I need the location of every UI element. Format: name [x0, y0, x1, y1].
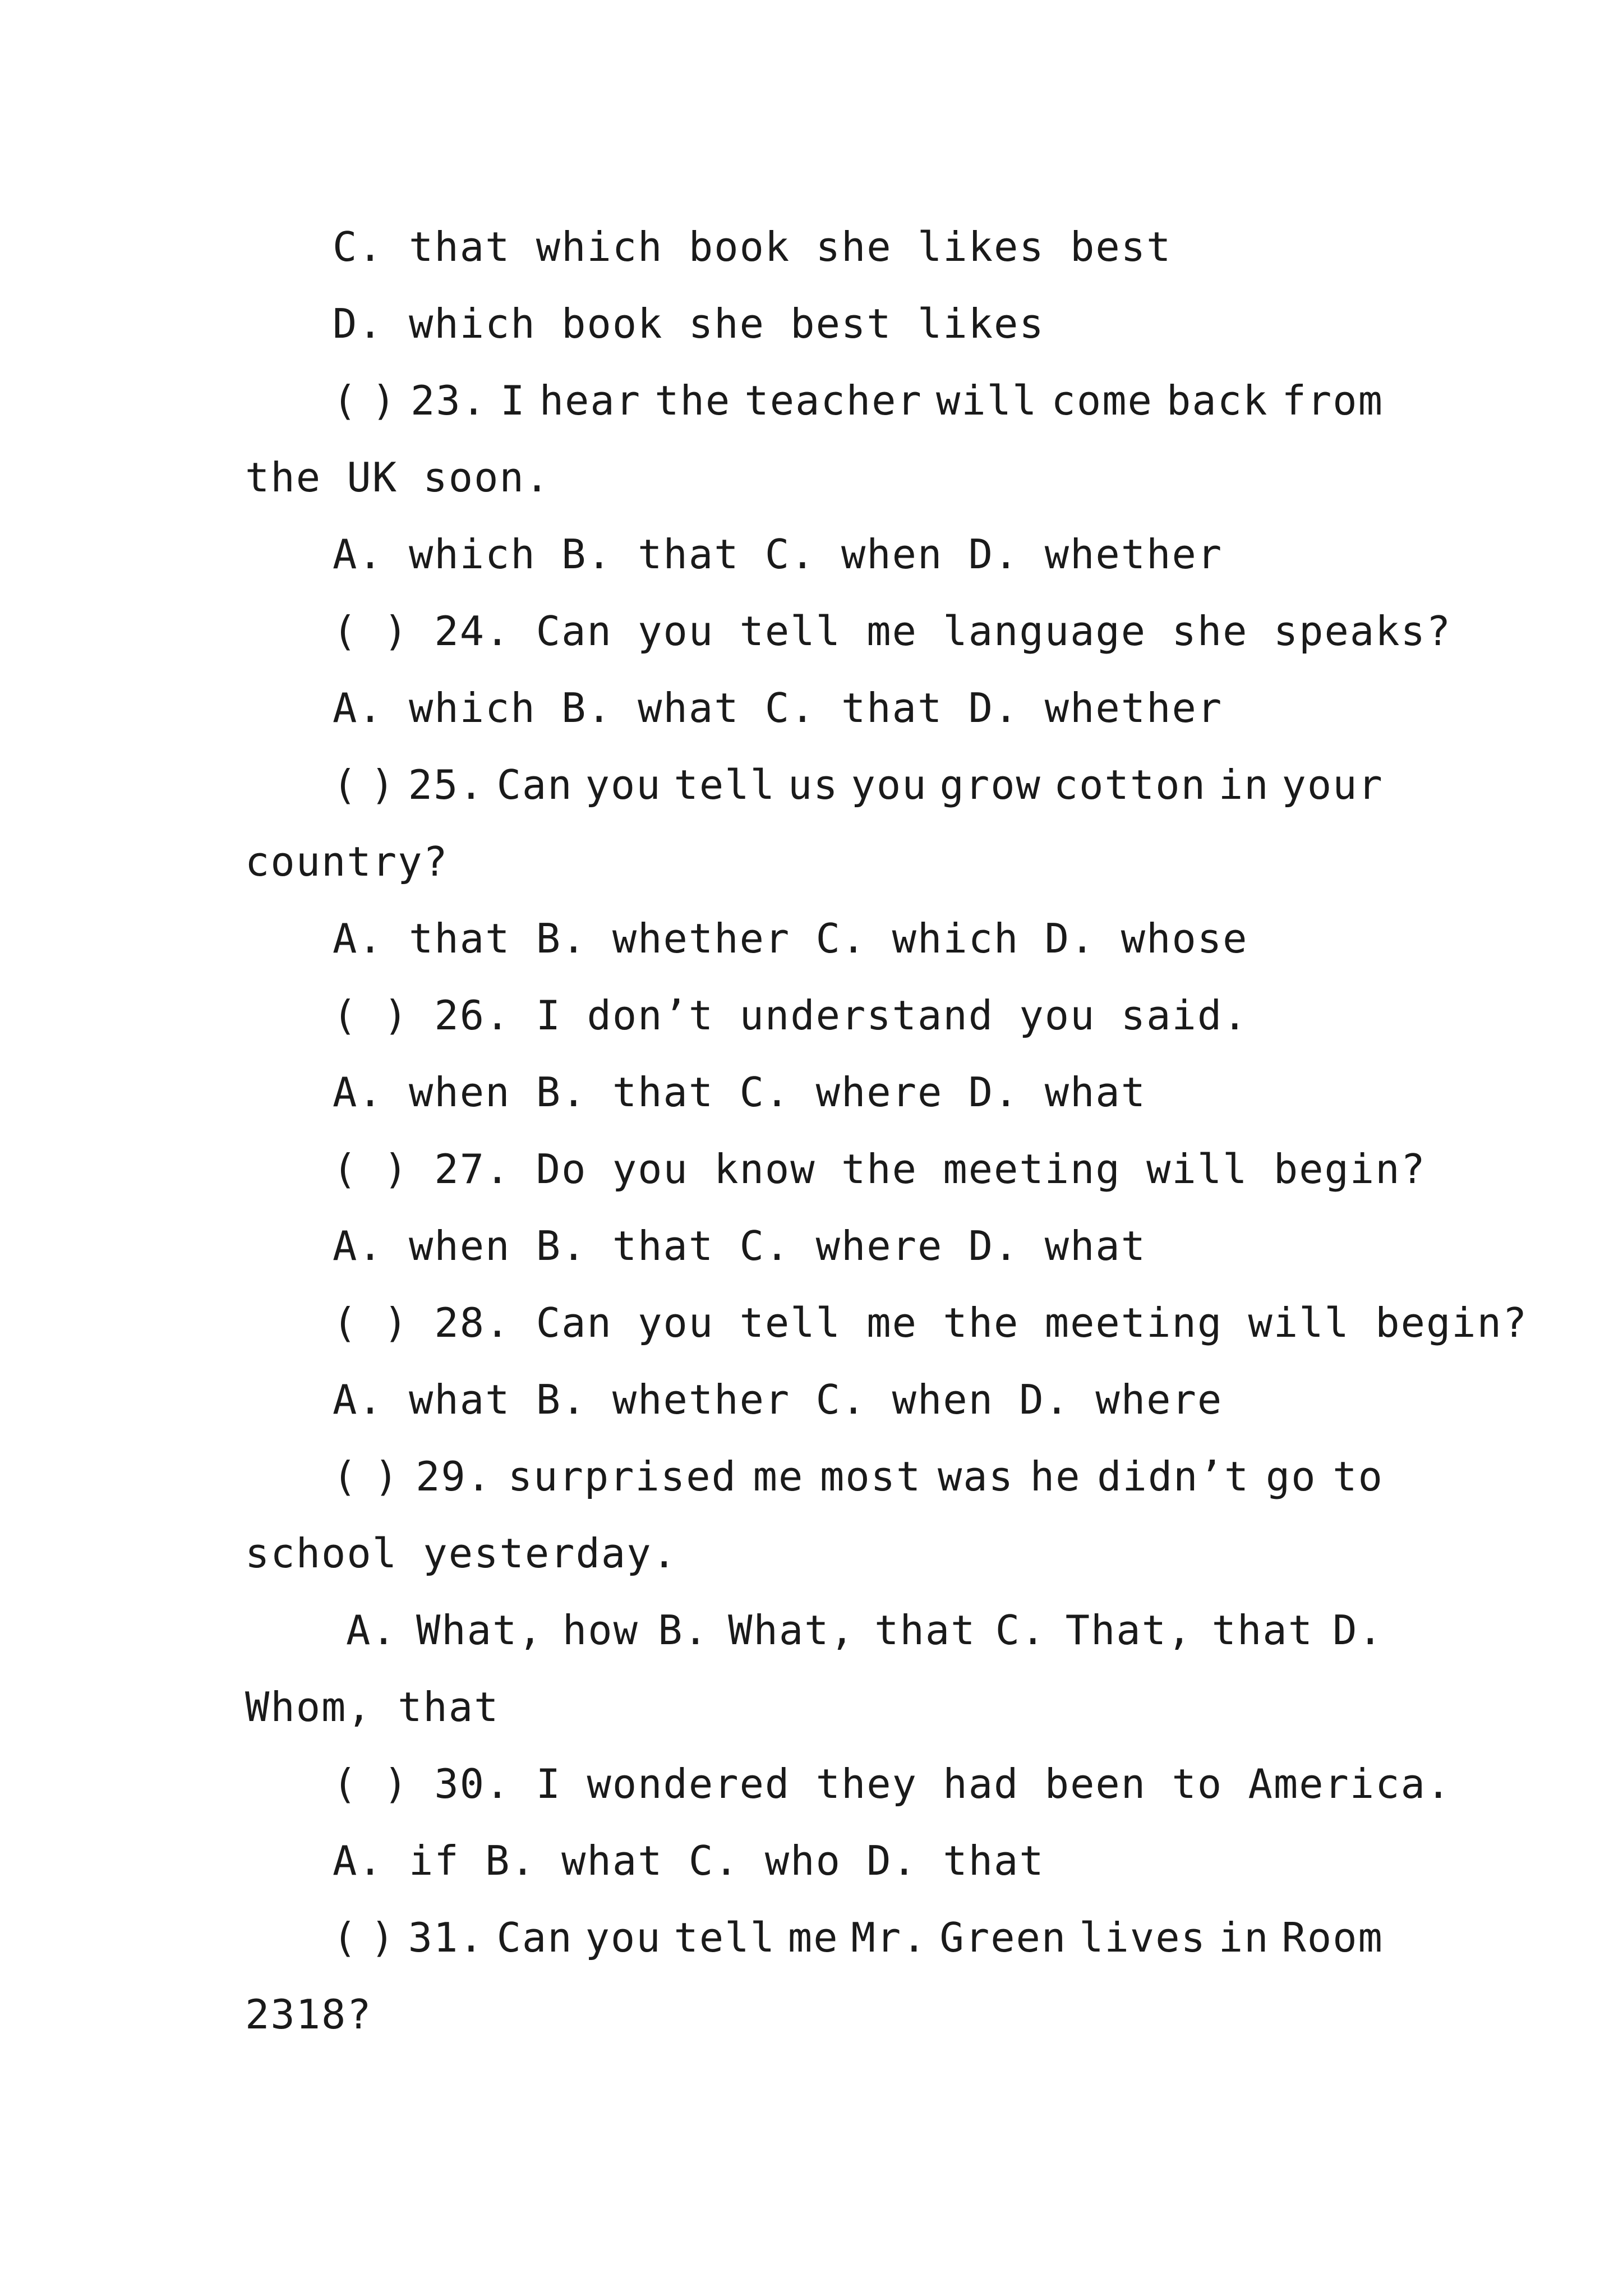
text-line: ( ) 26. I don’t understand you said. [333, 992, 1248, 1039]
text-line: A. when B. that C. where D. what [333, 1222, 1147, 1269]
text-word: 29. [416, 1453, 492, 1500]
text-word: lives [1079, 1914, 1206, 1961]
text-word: I [500, 377, 526, 424]
text-line: A. if B. what C. who D. that [333, 1837, 1045, 1884]
text-word: What, [728, 1607, 855, 1654]
text-line: C. that which book she likes best [333, 223, 1172, 270]
text-word: me [753, 1453, 804, 1500]
text-line: ( ) 28. Can you tell me the meeting will begin? [333, 1299, 1528, 1346]
text-word: he [1030, 1453, 1081, 1500]
text-word: you [851, 761, 928, 808]
text-word: us [787, 761, 839, 808]
text-line: ( ) 24. Can you tell me language she speaks? [333, 608, 1452, 655]
text-word: was [938, 1453, 1015, 1500]
text-word: A. [346, 1607, 397, 1654]
text-word: your [1281, 761, 1384, 808]
text-word: Can [496, 761, 573, 808]
text-word: ( [333, 1914, 358, 1961]
text-word: tell [674, 1914, 776, 1961]
text-line: A. when B. that C. where D. what [333, 1069, 1147, 1116]
text-line: ( ) 30. I wondered they had been to America. [333, 1760, 1452, 1807]
text-word: 23. [411, 377, 487, 424]
text-word: that [1211, 1607, 1314, 1654]
text-word: will [935, 377, 1038, 424]
text-line [245, 362, 1384, 439]
text-word: That, [1065, 1607, 1193, 1654]
text-word: What, [416, 1607, 543, 1654]
text-word: tell [674, 761, 776, 808]
text-word: ) [370, 761, 396, 808]
text-line: Whom, that [245, 1683, 500, 1731]
text-word: didn’t [1097, 1453, 1250, 1500]
text-line: A. which B. what C. that D. whether [333, 684, 1223, 731]
text-word: go [1265, 1453, 1317, 1500]
text-word: ( [333, 1453, 358, 1500]
text-word: me [787, 1914, 839, 1961]
text-word: B. [658, 1607, 709, 1654]
text-line: 2318? [245, 1991, 372, 2038]
text-word: D. [1332, 1607, 1384, 1654]
text-word: from [1281, 377, 1384, 424]
text-line: school yesterday. [245, 1530, 677, 1577]
text-line: country? [245, 838, 449, 885]
text-line: A. which B. that C. when D. whether [333, 531, 1223, 578]
text-word: Green [939, 1914, 1067, 1961]
text-word: 31. [408, 1914, 485, 1961]
text-line: A. what B. whether C. when D. where [333, 1376, 1223, 1423]
text-word: teacher [744, 377, 923, 424]
text-word: ( [333, 761, 358, 808]
text-word: back [1166, 377, 1269, 424]
text-line [245, 1438, 1384, 1515]
text-word: you [585, 761, 662, 808]
text-line [245, 747, 1384, 823]
text-word: C. [995, 1607, 1046, 1654]
text-word: ) [370, 1914, 396, 1961]
text-line: A. that B. whether C. which D. whose [333, 915, 1248, 962]
text-word: ( [333, 377, 358, 424]
text-word: Can [496, 1914, 573, 1961]
text-line [245, 1899, 1384, 1976]
text-word: in [1218, 1914, 1270, 1961]
text-word: surprised [508, 1453, 737, 1500]
text-word: to [1332, 1453, 1384, 1500]
text-word: 25. [408, 761, 485, 808]
exercise-text [245, 209, 1528, 2053]
text-word: Room [1281, 1914, 1384, 1961]
text-line: ( ) 27. Do you know the meeting will begin? [333, 1145, 1426, 1193]
text-word: that [874, 1607, 976, 1654]
text-line [245, 1592, 1384, 1669]
text-word: ) [371, 377, 397, 424]
text-word: how [562, 1607, 639, 1654]
text-word: hear [539, 377, 642, 424]
text-line: D. which book she best likes [333, 300, 1045, 347]
text-word: grow [939, 761, 1041, 808]
text-word: you [585, 1914, 662, 1961]
text-word: Mr. [851, 1914, 928, 1961]
text-word: come [1051, 377, 1153, 424]
text-word: most [819, 1453, 922, 1500]
text-word: cotton [1053, 761, 1206, 808]
text-word: ) [374, 1453, 400, 1500]
text-word: the [654, 377, 731, 424]
text-word: in [1218, 761, 1270, 808]
text-line: the UK soon. [245, 454, 551, 501]
